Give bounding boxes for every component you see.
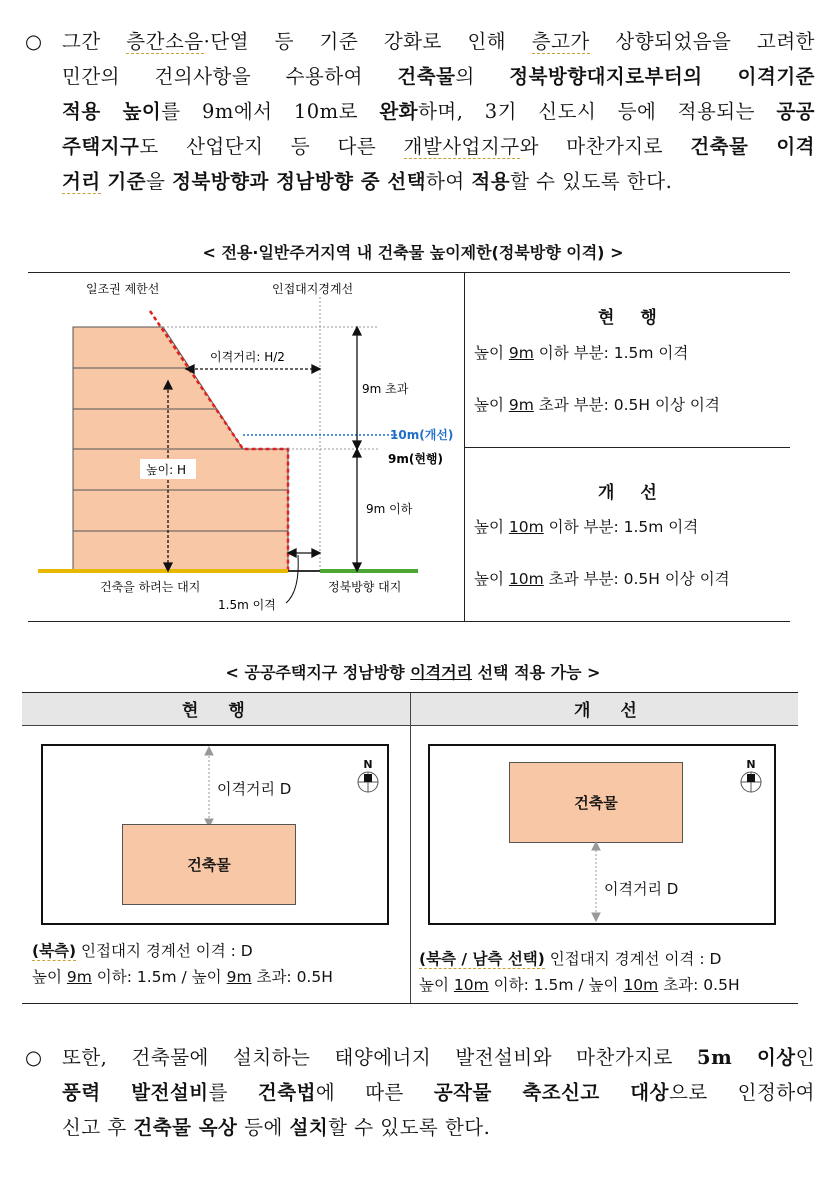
building-box: 건축물 [122,824,296,905]
note-improved-1: (북측 / 남측 선택) 인접대지 경계선 이격 : D [419,950,722,968]
improved-line-2: 높이 10m 초과 부분: 0.5H 이상 이격 [474,570,730,588]
figure-2-caption: < 공공주택지구 정남방향 이격거리 선택 적용 가능 > [225,663,601,682]
distance-label: 이격거리 D [217,780,292,798]
bullet: ○ [25,30,43,53]
compass-icon [357,771,379,793]
p2-line-1: 또한, 건축물에 설치하는 태양에너지 발전설비와 마찬가지로 5m 이상인 [62,1046,815,1069]
over-9m-label: 9m 초과 [362,382,409,396]
boundary-label: 인접대지경계선 [272,282,354,296]
p2-line-2: 풍력 발전설비를 건축법에 따른 공작물 축조신고 대상으로 인정하여 [62,1081,815,1104]
paragraph-2 [25,1040,815,1145]
header-improved: 개 선 [574,701,649,721]
p1-line-4: 주택지구도 산업단지 등 다른 개발사업지구와 마찬가지로 건축물 이격 [62,135,815,158]
header-current: 현 행 [182,701,257,721]
distance-label: 이격거리 D [604,880,679,898]
p1-line-1: 그간 층간소음·단열 등 기준 강화로 인해 층고가 상향되었음을 고려한 [62,30,815,53]
p2-line-3: 신고 후 건축물 옥상 등에 설치할 수 있도록 한다. [62,1116,491,1139]
north-site-label: 정북방향 대지 [328,580,402,594]
improved-title: 개 선 [598,483,667,503]
divider [464,447,790,448]
under-9m-label: 9m 이하 [366,502,413,516]
site-plan-current [41,744,389,925]
current-line-2: 높이 9m 초과 부분: 0.5H 이상 이격 [474,396,720,414]
p1-line-5: 거리 기준을 정북방향과 정남방향 중 선택하여 적용할 수 있도록 한다. [62,170,673,193]
note-improved-2: 높이 10m 이하: 1.5m / 높이 10m 초과: 0.5H [419,976,740,994]
1.5m-label: 1.5m 이격 [218,598,276,612]
compass-icon [740,771,762,793]
improved-line-1: 높이 10m 이하 부분: 1.5m 이격 [474,518,699,536]
north-compass [357,758,379,797]
distance-arrow [430,746,774,923]
note-current-2: 높이 9m 이하: 1.5m / 높이 9m 초과: 0.5H [32,968,333,986]
9m-current-label: 9m(현행) [388,452,444,466]
height-limit-diagram [28,273,462,619]
p1-line-3: 적용 높이를 9m에서 10m로 완화하며, 3기 신도시 등에 적용되는 공공 [62,100,815,123]
figure-2-table [22,692,798,1004]
site-label: 건축을 하려는 대지 [100,580,201,594]
distance-label: 이격거리: H/2 [210,350,285,364]
north-label: N [746,758,756,771]
figure-1-table [28,272,790,622]
10m-improved-label: 10m(개선) [390,428,454,442]
note-current-1: (북측) 인접대지 경계선 이격 : D [32,942,253,960]
bullet: ○ [25,1046,43,1069]
site-plan-improved [428,744,776,925]
current-title: 현 행 [598,308,667,328]
divider [410,693,411,1003]
paragraph-1 [25,24,815,199]
p1-line-2: 민간의 건의사항을 수용하여 건축물의 정북방향대지로부터의 이격기준 [62,65,815,88]
north-label: N [363,758,373,771]
north-compass [740,758,762,797]
figure-1-caption: < 전용·일반주거지역 내 건축물 높이제한(정북방향 이격) > [202,243,624,262]
current-line-1: 높이 9m 이하 부분: 1.5m 이격 [474,344,689,362]
sunlight-limit-label: 일조권 제한선 [86,282,160,296]
height-label: 높이: H [146,463,187,477]
building-box: 건축물 [509,762,683,843]
